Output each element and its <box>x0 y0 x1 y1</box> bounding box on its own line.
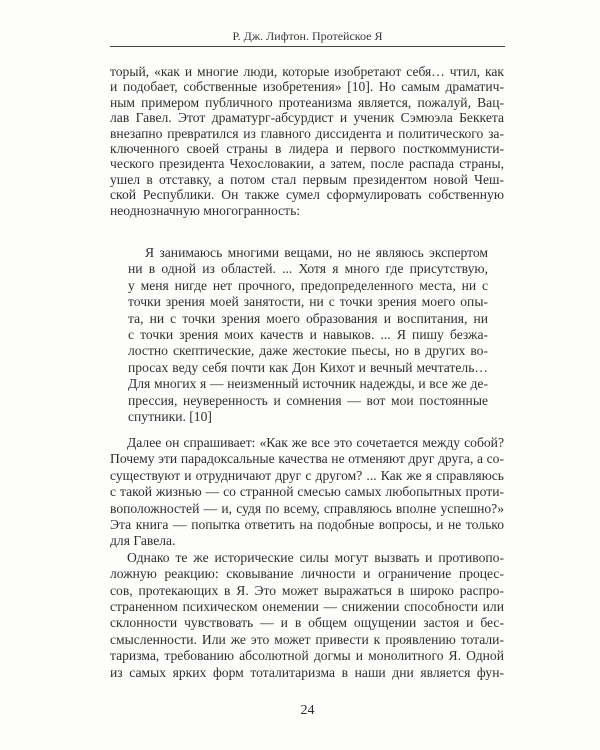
text-line: Однако те же исторические силы могут вызвать и противопо- <box>127 549 504 565</box>
text-line: ушел в отставку, а потом стал первым президентом новой Чеш- <box>110 171 504 187</box>
text-line: страненном психическом онемении — снижении способности или <box>110 599 504 615</box>
quote-line: у меня нигде нет прочного, предопределенного места, ни с <box>128 277 488 293</box>
page-number: 24 <box>300 703 315 718</box>
running-header: Р. Дж. Лифтон. Протейское Я <box>232 29 383 43</box>
text-line: торый, «как и многие люди, которые изобретают себя… чтил, как <box>110 64 504 79</box>
text-line: лав Гавел. Этот драматург-абсурдист и ученик Сэмюэла Беккета <box>110 110 504 126</box>
quote-line: лостно скептические, даже жестокие пьесы, но в других во- <box>128 343 488 359</box>
quote-line: с точки зрения моих качеств и навыков. ... Я пишу безжа- <box>128 327 488 343</box>
text-line: смысленности. Или же это может привести к проявлению тотали- <box>110 631 504 647</box>
text-line: существуют и отрудничают друг с другом? ... Как же я справляюсь <box>110 467 504 483</box>
quote-line: та, ни с точки зрения моего образования и воспитания, ни <box>128 310 488 326</box>
text-line: ложную реакцию: сковывание личности и ограничение процес- <box>110 566 504 582</box>
quote-line: Я занимаюсь многими вещами, но не являюсь экспертом <box>145 245 488 260</box>
quote-line: спутники. [10] <box>128 409 212 425</box>
text-line: Почему эти парадоксальные качества не отменяют друг друга, а со- <box>110 451 504 467</box>
body-text-continued <box>110 435 504 681</box>
quote-line: ни в одной из областей. ... Хотя я много где присутствую, <box>128 261 488 277</box>
text-line: внезапно превратился из главного диссидента и политического за- <box>110 125 504 141</box>
text-line: из самых ярких форм тоталитаризма в наши дни является фун- <box>110 664 504 680</box>
text-line: ческого президента Чехословакии, а затем, после распада страны, <box>110 156 504 172</box>
text-line: для Гавела. <box>110 533 176 549</box>
quote-line: точки зрения моей занятости, ни с точки зрения моего опы- <box>128 294 488 310</box>
quote-line: Для многих я — неизменный источник надежды, и все же де- <box>128 376 488 392</box>
text-line: неоднозначную многогранность: <box>110 202 301 218</box>
quote-line: прессия, неуверенность и сомнения — вот мои постоянные <box>128 392 488 408</box>
text-line: Эта книга — попытка ответить на подобные вопросы, и не только <box>110 517 504 533</box>
text-line: воположностей — и, судя по всему, справляюсь вполне успешно?» <box>110 500 504 516</box>
text-line: склонности чувствовать — и в общем ощущении застоя и бес- <box>110 615 504 631</box>
text-line: ской Республики. Он также сумел сформулировать собственную <box>110 187 504 203</box>
paragraph-1 <box>110 64 504 218</box>
text-line: таризма, требованию абсолютной догмы и монолитного Я. Одной <box>110 648 504 664</box>
quote-line: просах веду себя почти как Дон Кихот и вечный мечтатель… <box>128 359 488 375</box>
text-line: ключенного своей страны в лидера и первого посткоммунисти- <box>110 141 504 157</box>
text-line: и подобает, собственные изобретения» [10]. Но самым драматич- <box>110 79 504 95</box>
text-line: Далее он спрашивает: «Как же все это сочетается между собой? <box>127 435 504 450</box>
block-quote <box>128 245 488 425</box>
text-line: сов, протекающих в Я. Это может выражаться в широко распро- <box>110 582 504 598</box>
text-line: ным примером публичного протеанизма является, пожалуй, Вац- <box>110 94 504 110</box>
header-rule <box>110 46 505 47</box>
text-line: с такой жизнью — со странной смесью самых любопытных проти- <box>110 484 504 500</box>
